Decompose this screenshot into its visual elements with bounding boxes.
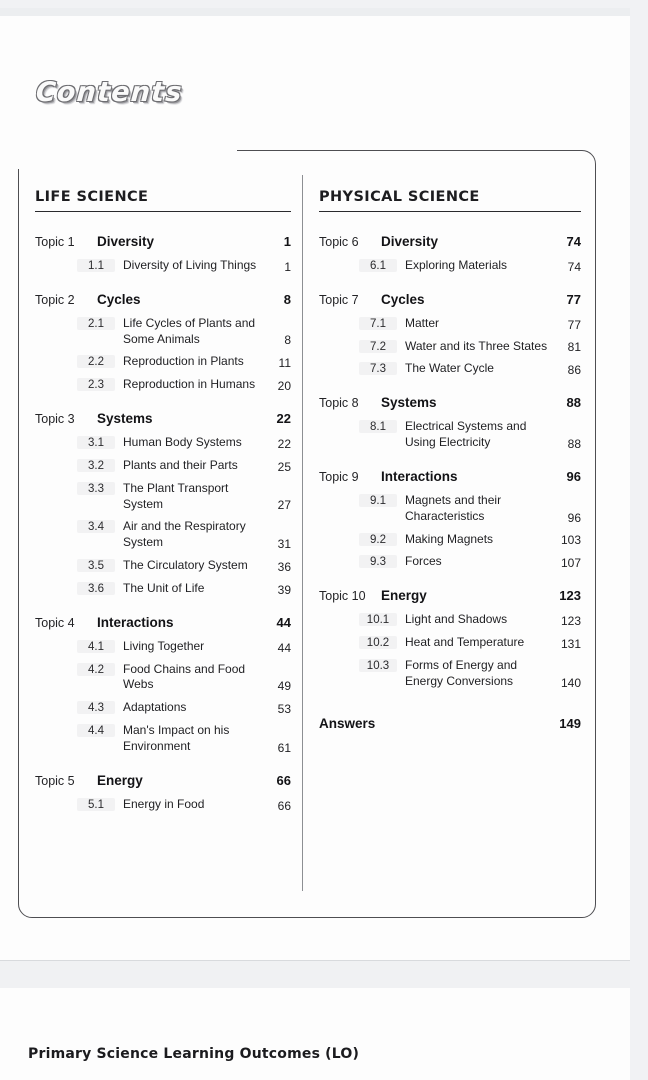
section-title: Living Together — [123, 638, 205, 653]
section-page-number: 61 — [277, 740, 291, 755]
section-row[interactable] — [35, 723, 291, 755]
topic-title: Energy — [97, 772, 143, 788]
topic-block — [319, 395, 581, 451]
section-heading-life-science: LIFE SCIENCE — [35, 189, 291, 212]
section-title: Water and its Three States — [405, 338, 548, 353]
topic-label: Topic 9 — [319, 469, 359, 484]
section-number: 6.1 — [359, 259, 397, 272]
section-number: 3.6 — [77, 582, 115, 595]
section-row[interactable] — [319, 419, 581, 451]
section-number: 4.3 — [77, 701, 115, 714]
topic-row[interactable] — [35, 615, 291, 630]
topic-title: Interactions — [381, 468, 458, 484]
section-title: Man's Impact on his Environment — [123, 723, 230, 753]
section-title: The Water Cycle — [405, 361, 494, 376]
section-row[interactable] — [35, 558, 291, 574]
table-of-contents-frame — [18, 77, 596, 918]
section-page-number: 44 — [277, 640, 291, 655]
section-title: Human Body Systems — [123, 435, 242, 450]
section-page-number: 74 — [567, 259, 581, 274]
section-page-number: 8 — [284, 333, 291, 348]
section-number: 7.1 — [359, 317, 397, 330]
topic-label: Topic 1 — [35, 235, 75, 249]
section-number: 1.1 — [77, 259, 115, 272]
topic-block — [35, 234, 291, 274]
section-row[interactable] — [319, 361, 581, 377]
section-page-number: 27 — [277, 498, 291, 513]
section-row[interactable] — [319, 612, 581, 628]
topic-label: Topic 2 — [35, 292, 75, 307]
topic-row[interactable] — [319, 395, 581, 410]
section-title: Electrical Systems and Using Electricity — [405, 419, 527, 450]
section-number: 2.1 — [77, 317, 115, 330]
topic-page-number: 123 — [559, 588, 581, 604]
section-number: 2.3 — [77, 378, 115, 391]
section-number: 10.1 — [359, 613, 397, 626]
section-row[interactable] — [35, 797, 291, 813]
section-number: 5.1 — [77, 798, 115, 811]
page-title: Contents — [34, 77, 184, 108]
section-page-number: 88 — [567, 436, 581, 451]
topic-title: Cycles — [97, 291, 141, 307]
section-title: Reproduction in Plants — [123, 354, 244, 369]
section-title: Life Cycles of Plants and Some Animals — [123, 315, 256, 346]
section-number: 9.3 — [359, 555, 397, 568]
section-row[interactable] — [35, 700, 291, 716]
section-number: 4.4 — [77, 724, 115, 737]
topic-page-number: 66 — [276, 772, 291, 788]
section-row[interactable] — [35, 435, 291, 451]
topic-label: Topic 5 — [35, 773, 75, 788]
topic-label: Topic 10 — [319, 589, 366, 604]
section-title: Magnets and their Characteristics — [405, 492, 502, 523]
topic-block — [319, 292, 581, 377]
section-title: Light and Shadows — [405, 612, 508, 627]
section-row[interactable] — [35, 639, 291, 655]
section-page-number: 140 — [560, 675, 581, 690]
section-number: 3.4 — [77, 520, 115, 533]
section-title: Exploring Materials — [405, 258, 508, 272]
toc-columns — [19, 151, 595, 917]
section-title: The Plant Transport System — [123, 480, 229, 511]
topic-title: Diversity — [97, 234, 155, 249]
section-title: Food Chains and Food Webs — [123, 661, 246, 692]
topic-title: Interactions — [97, 614, 174, 630]
next-page-heading: Primary Science Learning Outcomes (LO) — [28, 1046, 360, 1062]
section-number: 9.2 — [359, 533, 397, 546]
section-title: Air and the Respiratory System — [123, 519, 246, 550]
topic-title: Energy — [381, 588, 427, 604]
section-title: Forms of Energy and Energy Conversions — [405, 657, 518, 688]
section-title: Diversity of Living Things — [123, 258, 257, 272]
topic-row[interactable] — [319, 234, 581, 249]
section-row[interactable] — [319, 658, 581, 690]
section-page-number: 36 — [277, 559, 291, 574]
topic-label: Topic 4 — [35, 615, 75, 630]
section-page-number: 131 — [560, 636, 581, 651]
answers-label: Answers — [319, 715, 376, 731]
section-page-number: 81 — [567, 340, 581, 355]
section-title: Reproduction in Humans — [123, 377, 256, 392]
section-title: Plants and their Parts — [123, 457, 238, 472]
topic-block — [319, 469, 581, 570]
topic-page-number: 44 — [276, 614, 291, 630]
section-row[interactable] — [35, 581, 291, 597]
section-page-number: 39 — [277, 582, 291, 597]
section-title: The Unit of Life — [123, 580, 205, 595]
section-row[interactable] — [319, 339, 581, 355]
topic-block — [319, 234, 581, 274]
topic-title: Diversity — [381, 234, 439, 249]
topic-block — [35, 615, 291, 755]
page-sheet-contents — [0, 8, 630, 960]
topic-row[interactable] — [319, 588, 581, 603]
section-title: Making Magnets — [405, 531, 494, 546]
section-page-number: 31 — [277, 537, 291, 552]
topic-label: Topic 8 — [319, 396, 359, 411]
topic-label: Topic 6 — [319, 235, 359, 249]
section-number: 7.3 — [359, 362, 397, 375]
section-title: Forces — [405, 554, 442, 569]
topic-block — [35, 411, 291, 597]
page-sheet-next — [0, 988, 630, 1080]
topic-page-number: 74 — [566, 234, 581, 249]
section-number: 8.1 — [359, 420, 397, 433]
section-row[interactable] — [35, 519, 291, 551]
section-page-number: 1 — [284, 259, 291, 274]
topic-title: Systems — [97, 411, 153, 427]
section-number: 3.1 — [77, 436, 115, 449]
topic-block — [35, 292, 291, 393]
topic-page-number: 88 — [566, 395, 581, 411]
section-page-number: 123 — [560, 614, 581, 629]
page-top-margin — [0, 8, 630, 16]
toc-column-life-science — [35, 189, 291, 831]
section-page-number: 25 — [277, 459, 291, 474]
section-row[interactable] — [35, 354, 291, 370]
section-row[interactable] — [319, 316, 581, 332]
section-row[interactable] — [35, 377, 291, 393]
topic-row[interactable] — [35, 411, 291, 426]
topic-page-number: 1 — [283, 234, 291, 249]
section-title: Adaptations — [123, 700, 187, 715]
section-row[interactable] — [35, 258, 291, 274]
topic-row[interactable] — [319, 292, 581, 307]
section-page-number: 53 — [277, 702, 291, 717]
right-gutter-margin — [630, 0, 648, 1080]
section-number: 7.2 — [359, 340, 397, 353]
section-number: 3.2 — [77, 459, 115, 472]
topic-block — [35, 773, 291, 813]
section-title: Heat and Temperature — [405, 635, 525, 650]
section-row[interactable] — [35, 316, 291, 348]
topic-title: Systems — [381, 395, 437, 411]
answers-row[interactable] — [319, 716, 581, 731]
section-page-number: 107 — [560, 556, 581, 571]
answers-page-number: 149 — [559, 715, 581, 731]
section-title: Matter — [405, 315, 440, 330]
section-page-number: 103 — [560, 533, 581, 548]
section-row[interactable] — [35, 481, 291, 513]
section-number: 4.2 — [77, 663, 115, 676]
section-page-number: 77 — [567, 317, 581, 332]
topic-row[interactable] — [319, 469, 581, 484]
section-row[interactable] — [319, 493, 581, 525]
section-row[interactable] — [319, 532, 581, 548]
topic-row[interactable] — [35, 773, 291, 788]
section-row[interactable] — [35, 662, 291, 694]
topic-page-number: 77 — [566, 291, 581, 307]
topic-page-number: 8 — [283, 291, 291, 307]
section-title: Energy in Food — [123, 796, 205, 811]
section-title: The Circulatory System — [123, 558, 248, 573]
section-row[interactable] — [319, 258, 581, 274]
section-page-number: 49 — [277, 679, 291, 694]
section-page-number: 20 — [277, 379, 291, 394]
section-page-number: 86 — [567, 363, 581, 378]
section-page-number: 22 — [277, 436, 291, 451]
page-separator-strip — [0, 960, 630, 990]
section-number: 2.2 — [77, 355, 115, 368]
topic-title: Cycles — [381, 291, 425, 307]
section-row[interactable] — [35, 458, 291, 474]
section-row[interactable] — [319, 554, 581, 570]
section-number: 3.5 — [77, 559, 115, 572]
toc-column-physical-science — [319, 189, 581, 731]
topic-block — [319, 588, 581, 689]
section-number: 10.2 — [359, 636, 397, 649]
topic-row[interactable] — [35, 234, 291, 249]
topic-page-number: 96 — [566, 468, 581, 484]
topic-page-number: 22 — [276, 411, 291, 427]
section-page-number: 11 — [278, 356, 291, 371]
section-number: 3.3 — [77, 482, 115, 495]
section-row[interactable] — [319, 635, 581, 651]
topic-label: Topic 7 — [319, 292, 359, 307]
section-heading-physical-science: PHYSICAL SCIENCE — [319, 189, 581, 212]
topic-row[interactable] — [35, 292, 291, 307]
section-number: 4.1 — [77, 640, 115, 653]
section-page-number: 96 — [567, 510, 581, 525]
section-number: 9.1 — [359, 494, 397, 507]
section-page-number: 66 — [277, 798, 291, 813]
section-number: 10.3 — [359, 659, 397, 672]
topic-label: Topic 3 — [35, 412, 75, 427]
